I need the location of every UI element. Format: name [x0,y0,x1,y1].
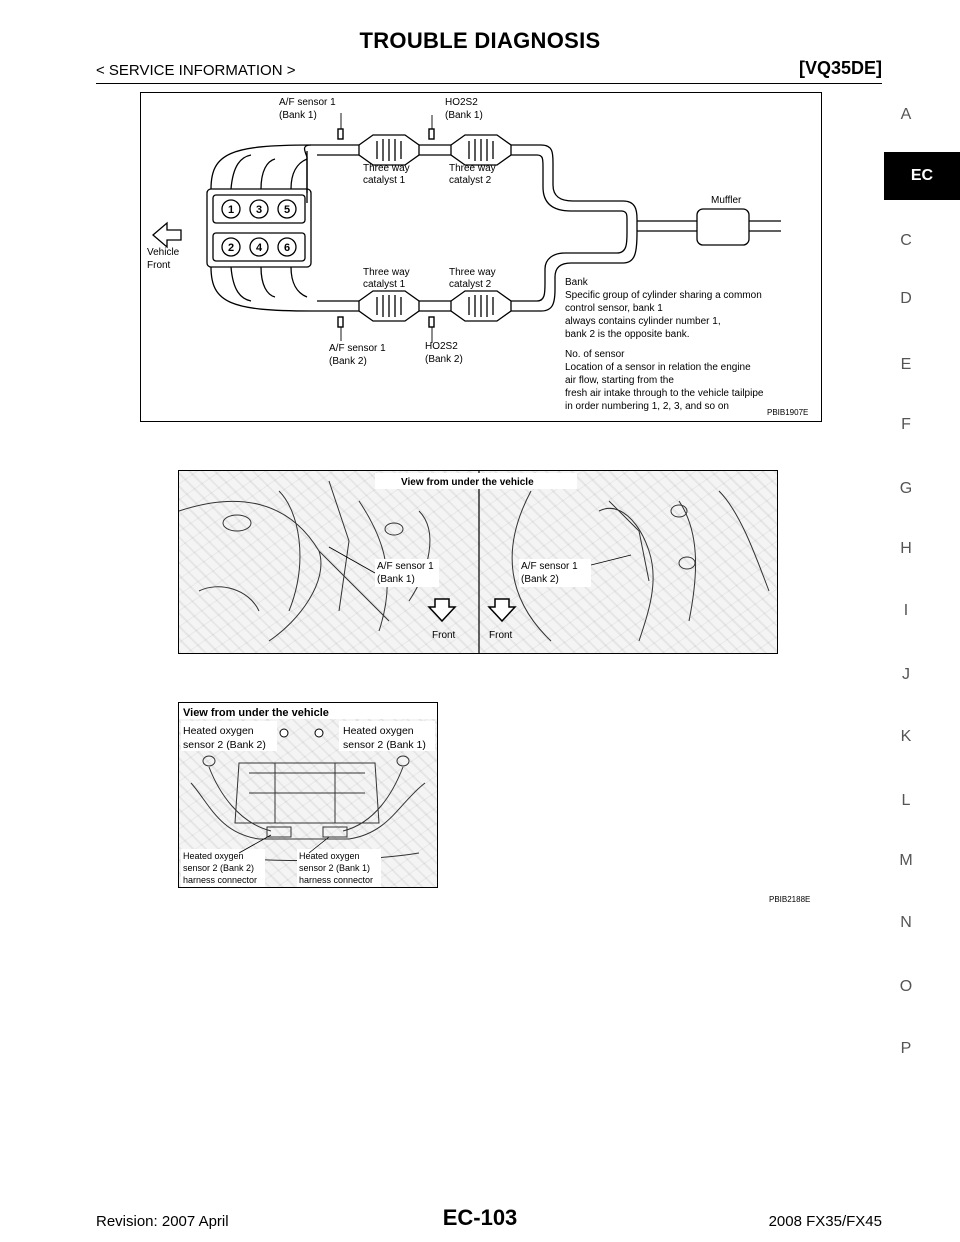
af-sensor-bank2-photo-sub: (Bank 2) [521,574,559,585]
bank-note-line-4: always contains cylinder number 1, [565,316,721,327]
sensor-note-line-4: fresh air intake through to the vehicle tailpipe [565,388,764,399]
model-name: 2008 FX35/FX45 [768,1213,882,1230]
figure-code: PBIB1907E [767,408,809,417]
ho2s2-bank2-connector-sub: sensor 2 (Bank 2) [183,863,255,873]
front-label-right: Front [489,630,513,641]
index-letter-a[interactable]: A [900,106,912,123]
index-letter-l[interactable]: L [901,792,911,809]
header-divider [96,83,882,84]
index-letter-e[interactable]: E [900,356,912,373]
af-sensor-bank2-photo-label: A/F sensor 1 [521,561,578,572]
vehicle-front-label: Vehicle [147,247,180,258]
revision-date: Revision: 2007 April [96,1213,229,1230]
twc1-top-label: Three way [363,163,410,174]
twc1-bottom-label: Three way [363,267,410,278]
index-letter-ec[interactable]: EC [884,152,960,200]
index-letter-c[interactable]: C [900,232,912,249]
ho2s2-bank1-sub: (Bank 1) [445,110,483,121]
sensor-note-line-2: Location of a sensor in relation the engine [565,362,751,373]
ho2s2-bank1-label: HO2S2 [445,97,478,108]
ho2s2-bank2-label: Heated oxygen [183,725,254,737]
index-letter-m[interactable]: M [899,852,913,869]
index-letter-k[interactable]: K [900,728,912,745]
ho2s2-photo-svg [179,703,437,887]
index-letter-i[interactable]: I [903,602,909,619]
index-letter-p[interactable]: P [900,1040,912,1057]
engine-label: [VQ35DE] [798,58,882,78]
af-sensor-bank1-photo-sub: (Bank 1) [377,574,415,585]
cylinder-5: 5 [283,204,291,216]
index-letter-f[interactable]: F [901,416,911,433]
vehicle-front-sub: Front [147,260,171,271]
twc2-top-label: Three way [449,163,496,174]
ho2s2-bank2-sub: sensor 2 (Bank 2) [183,739,266,751]
af-sensor-bank2-marker [338,317,343,327]
exhaust-diagram-svg [141,93,821,421]
af-sensor-bank1-sub: (Bank 1) [279,110,317,121]
index-letter-g[interactable]: G [899,480,913,497]
ho2s2-bank2-connector-sub2: harness connector [183,875,258,885]
ho2s2-bank1-connector-sub: sensor 2 (Bank 1) [299,863,371,873]
index-letter-n[interactable]: N [900,914,912,931]
page-number: EC-103 [442,1205,518,1230]
muffler-label: Muffler [711,195,742,206]
bank-note-line-2: Specific group of cylinder sharing a common [565,290,762,301]
af-sensor-bank1-photo-label: A/F sensor 1 [377,561,434,572]
af-sensor-location-photo [178,470,778,654]
ho2s2-bank2-marker [280,729,288,737]
figure-code-2: PBIB2188E [769,895,811,904]
cylinder-4: 4 [255,242,263,254]
ho2s2-bank1-sub: sensor 2 (Bank 1) [343,739,426,751]
exhaust-sensor-diagram [140,92,822,422]
front-label-left: Front [432,630,456,641]
ho2s2-bank2-sub: (Bank 2) [425,354,463,365]
ho2s2-bank2-connector-label: Heated oxygen [183,851,244,861]
index-letter-o[interactable]: O [899,978,913,995]
ho2s2-bank2-label: HO2S2 [425,341,458,352]
af-sensor-bank2-label: A/F sensor 1 [329,343,386,354]
view-title-bottom: View from under the vehicle [183,707,329,719]
ho2s2-bank1-marker [315,729,323,737]
twc1-bottom-sub: catalyst 1 [363,279,406,290]
af-sensor-bank1-label: A/F sensor 1 [279,97,336,108]
front-arrow-right-icon [489,599,515,621]
bank-note-line-5: bank 2 is the opposite bank. [565,329,690,340]
cylinder-3: 3 [255,204,263,216]
cylinder-1: 1 [227,204,235,216]
index-letter-d[interactable]: D [900,290,912,307]
sensor-note-line-5: in order numbering 1, 2, 3, and so on [565,401,729,412]
index-letter-h[interactable]: H [900,540,912,557]
bank-note-line-1: Bank [565,277,588,288]
twc2-bottom-label: Three way [449,267,496,278]
af-sensor-photo-svg [179,471,777,653]
sensor-note-line-3: air flow, starting from the [565,375,674,386]
front-arrow-left-icon [429,599,455,621]
af-sensor-bank1-marker [338,129,343,139]
twc2-bottom-sub: catalyst 2 [449,279,492,290]
page-title: TROUBLE DIAGNOSIS [359,28,601,53]
twc1-top-sub: catalyst 1 [363,175,406,186]
view-title-left: View from under the vehicle [401,477,534,488]
cylinder-2: 2 [227,242,235,254]
vehicle-front-arrow-icon [153,223,181,247]
ho2s2-bank1-marker [429,129,434,139]
bank-note-line-3: control sensor, bank 1 [565,303,663,314]
ho2s2-bank1-connector-label: Heated oxygen [299,851,360,861]
ho2s2-bank1-label: Heated oxygen [343,725,414,737]
af-sensor-bank2-sub: (Bank 2) [329,356,367,367]
twc2-top-sub: catalyst 2 [449,175,492,186]
cylinder-6: 6 [283,242,291,254]
ho2s2-bank2-marker [429,317,434,327]
ho2s2-bank1-connector-sub2: harness connector [299,875,374,885]
sensor-note-line-1: No. of sensor [565,349,625,360]
index-letter-j[interactable]: J [902,666,910,683]
section-label: < SERVICE INFORMATION > [96,62,296,79]
ho2s2-location-photo [178,702,438,888]
